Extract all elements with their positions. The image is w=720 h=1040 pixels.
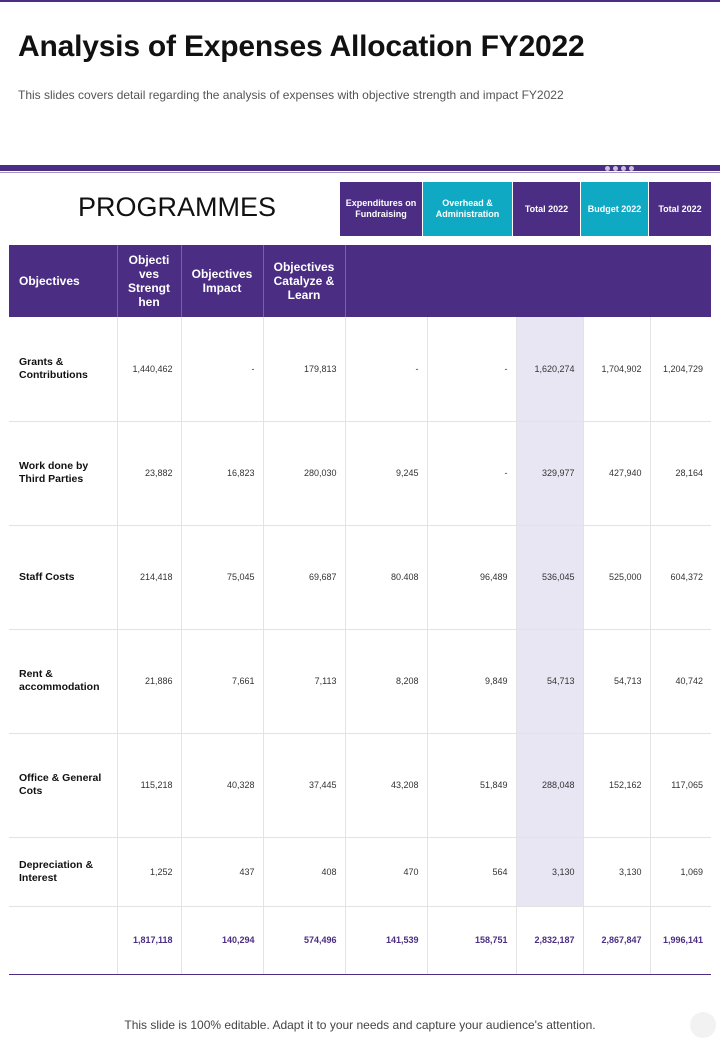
total-cell: 140,294 bbox=[181, 906, 263, 974]
table-cell: 117,065 bbox=[650, 733, 711, 837]
table-cell: 1,204,729 bbox=[650, 317, 711, 421]
page-subtitle: This slides covers detail regarding the analysis of expenses with objective strength and impact FY2022 bbox=[18, 88, 564, 102]
table-cell: 1,440,462 bbox=[117, 317, 181, 421]
programmes-heading: PROGRAMMES bbox=[78, 192, 277, 222]
top-border-line bbox=[0, 0, 720, 2]
row-label: Staff Costs bbox=[9, 525, 117, 629]
row-label: Depreciation & Interest bbox=[9, 837, 117, 906]
table-cell: 23,882 bbox=[117, 421, 181, 525]
table-cell: - bbox=[427, 421, 516, 525]
header-objectives: Objectives bbox=[9, 245, 117, 317]
table-cell: 288,048 bbox=[516, 733, 583, 837]
header-objectives-strength: Objecti ves Strengt hen bbox=[117, 245, 181, 317]
table-cell: 214,418 bbox=[117, 525, 181, 629]
header-objectives-catalyze: Objectives Catalyze & Learn bbox=[263, 245, 345, 317]
table-cell: 1,069 bbox=[650, 837, 711, 906]
table-cell: 3,130 bbox=[583, 837, 650, 906]
row-label: Work done by Third Parties bbox=[9, 421, 117, 525]
total-cell: 1,996,141 bbox=[650, 906, 711, 974]
table-cell: 179,813 bbox=[263, 317, 345, 421]
table-cell: 8,208 bbox=[345, 629, 427, 733]
total-cell: 1,817,118 bbox=[117, 906, 181, 974]
table-cell: 604,372 bbox=[650, 525, 711, 629]
divider-thin-line bbox=[0, 172, 720, 173]
table-cell: 1,704,902 bbox=[583, 317, 650, 421]
table-cell: - bbox=[427, 317, 516, 421]
programme-box-total-2022: Total 2022 bbox=[513, 182, 580, 236]
table-cell: 427,940 bbox=[583, 421, 650, 525]
programme-box-fundraising: Expenditures on Fundraising bbox=[340, 182, 422, 236]
table-row bbox=[9, 317, 711, 421]
programme-box-total-2022-b: Total 2022 bbox=[649, 182, 711, 236]
table-header-row bbox=[9, 245, 711, 317]
table-cell: 408 bbox=[263, 837, 345, 906]
table-cell: 40,328 bbox=[181, 733, 263, 837]
row-label: Office & General Cots bbox=[9, 733, 117, 837]
table-cell: 437 bbox=[181, 837, 263, 906]
expenses-table bbox=[9, 245, 711, 975]
table-cell: 69,687 bbox=[263, 525, 345, 629]
divider-dot bbox=[629, 166, 634, 171]
table-row bbox=[9, 421, 711, 525]
divider-dot bbox=[613, 166, 618, 171]
table-cell: 28,164 bbox=[650, 421, 711, 525]
total-cell: 2,832,187 bbox=[516, 906, 583, 974]
table-cell: 7,113 bbox=[263, 629, 345, 733]
divider-dot bbox=[621, 166, 626, 171]
table-cell: 1,620,274 bbox=[516, 317, 583, 421]
table-cell: 115,218 bbox=[117, 733, 181, 837]
total-cell: 2,867,847 bbox=[583, 906, 650, 974]
divider-dots bbox=[605, 165, 634, 171]
table-cell: 280,030 bbox=[263, 421, 345, 525]
table-cell: 525,000 bbox=[583, 525, 650, 629]
table-cell: 54,713 bbox=[583, 629, 650, 733]
table-row bbox=[9, 733, 711, 837]
table-cell: - bbox=[181, 317, 263, 421]
table-cell: 9,245 bbox=[345, 421, 427, 525]
table-cell: 51,849 bbox=[427, 733, 516, 837]
row-label: Grants & Contributions bbox=[9, 317, 117, 421]
table-cell: 470 bbox=[345, 837, 427, 906]
row-label: Rent & accommodation bbox=[9, 629, 117, 733]
total-cell: 158,751 bbox=[427, 906, 516, 974]
programme-box-budget-2022: Budget 2022 bbox=[581, 182, 648, 236]
table-cell: 43,208 bbox=[345, 733, 427, 837]
page-title: Analysis of Expenses Allocation FY2022 bbox=[18, 30, 585, 63]
table-cell: 37,445 bbox=[263, 733, 345, 837]
table-cell: 75,045 bbox=[181, 525, 263, 629]
table-cell: 16,823 bbox=[181, 421, 263, 525]
footer-note: This slide is 100% editable. Adapt it to your needs and capture your audience's attention. bbox=[124, 1018, 596, 1032]
total-cell: 141,539 bbox=[345, 906, 427, 974]
table-cell: 1,252 bbox=[117, 837, 181, 906]
table-cell: 54,713 bbox=[516, 629, 583, 733]
table-cell: 536,045 bbox=[516, 525, 583, 629]
programme-box-overhead: Overhead & Administration bbox=[423, 182, 512, 236]
table-row bbox=[9, 629, 711, 733]
totals-row bbox=[9, 906, 711, 974]
header-objectives-impact: Objectives Impact bbox=[181, 245, 263, 317]
table-cell: 329,977 bbox=[516, 421, 583, 525]
table-cell: 564 bbox=[427, 837, 516, 906]
table-cell: 9,849 bbox=[427, 629, 516, 733]
table-cell: 21,886 bbox=[117, 629, 181, 733]
table-cell: 40,742 bbox=[650, 629, 711, 733]
table-cell: 152,162 bbox=[583, 733, 650, 837]
table-cell: 80.408 bbox=[345, 525, 427, 629]
header-blank bbox=[345, 245, 711, 317]
total-cell: 574,496 bbox=[263, 906, 345, 974]
section-divider bbox=[0, 163, 720, 175]
totals-label-empty bbox=[9, 906, 117, 974]
table-cell: 96,489 bbox=[427, 525, 516, 629]
table-row bbox=[9, 525, 711, 629]
corner-decoration bbox=[690, 1012, 716, 1038]
divider-dot bbox=[605, 166, 610, 171]
table-cell: 3,130 bbox=[516, 837, 583, 906]
table-row bbox=[9, 837, 711, 906]
table-cell: - bbox=[345, 317, 427, 421]
table-cell: 7,661 bbox=[181, 629, 263, 733]
